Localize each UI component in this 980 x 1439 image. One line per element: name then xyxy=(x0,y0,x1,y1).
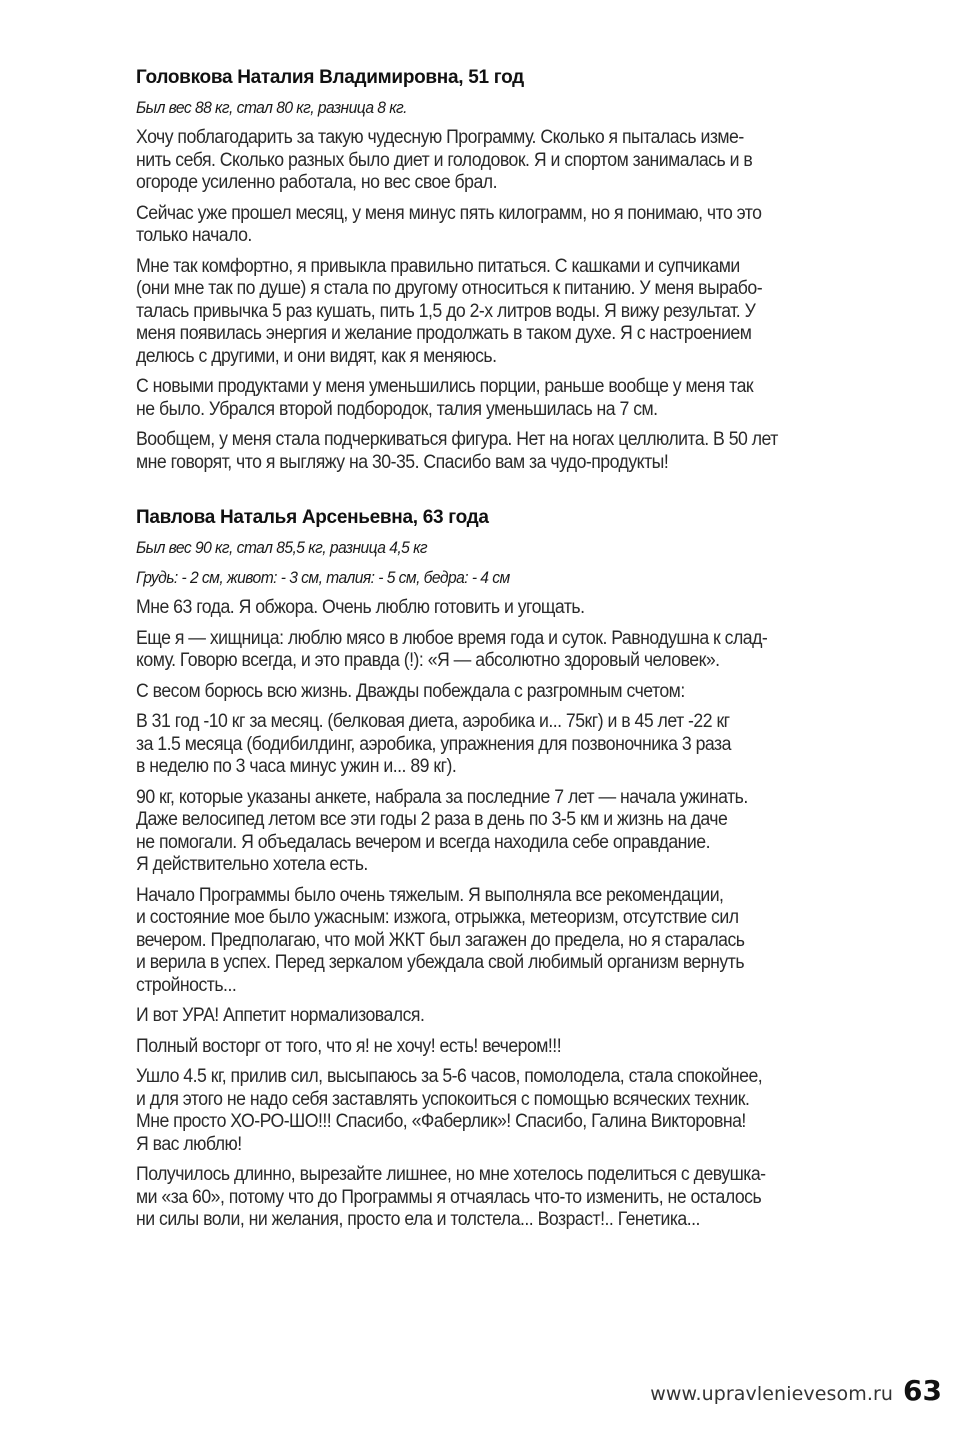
text-line: Мне так комфортно, я привыкла правильно питаться. С кашками и супчиками xyxy=(136,255,740,277)
paragraph xyxy=(136,787,908,877)
testimonial-golovkova xyxy=(136,66,906,474)
text-line: Сейчас уже прошел месяц, у меня минус пять килограмм, но я понимаю, что это xyxy=(136,202,762,224)
testimonial-pavlova xyxy=(136,506,906,1232)
text-line: Полный восторг от того, что я! не хочу! есть! вечером!!! xyxy=(136,1035,562,1057)
text-line: (они мне так по душе) я стала по другому относиться к питанию. У меня вырабо- xyxy=(136,278,763,299)
paragraph xyxy=(136,127,908,195)
paragraph xyxy=(136,711,908,779)
text-line: талась привычка 5 раз кушать, пить 1,5 до 2-х литров воды. Я вижу результат. У xyxy=(136,300,756,322)
text-line: кому. Говорю всегда, и это правда (!): «Я — абсолютно здоровый человек». xyxy=(136,650,720,671)
text-line: нить себя. Сколько разных было диет и голодовок. Я и спортом занималась и в xyxy=(136,149,753,171)
text-line: Ушло 4.5 кг, прилив сил, высыпаюсь за 5-6 часов, помолодела, стала спокойнее, xyxy=(136,1066,763,1087)
text-line: и для этого не надо себя заставлять успокоиться с помощью всяческих техник. xyxy=(136,1088,750,1110)
text-line: делюсь с другими, и они видят, как я меняюсь. xyxy=(136,345,497,367)
text-line: и верила в успех. Перед зеркалом убеждала свой любимый организм вернуть xyxy=(136,952,745,973)
website-url: www.upravlenievesom.ru xyxy=(650,1383,894,1405)
text-line: Хочу поблагодарить за такую чудесную Программу. Сколько я пыталась изме- xyxy=(136,127,744,148)
text-line: Я действительно хотела есть. xyxy=(136,854,368,875)
text-line: огороде усиленно работала, но вес свое брал. xyxy=(136,172,497,193)
paragraph xyxy=(136,256,908,369)
text-line: Я вас люблю! xyxy=(136,1133,242,1155)
text-line: Еще я — хищница: люблю мясо в любое время года и суток. Равнодушна к слад- xyxy=(136,627,768,649)
testimonial-name: Павлова Наталья Арсеньевна, 63 года xyxy=(136,507,489,528)
text-line: в неделю по 3 часа минус ужин и... 89 кг). xyxy=(136,756,457,777)
text-line: ми «за 60», потому что до Программы я отчаялась что-то изменить, не осталось xyxy=(136,1186,762,1208)
paragraph xyxy=(136,885,908,998)
text-line: и состояние мое было ужасным: изжога, отрыжка, метеоризм, отсутствие сил xyxy=(136,907,739,928)
text-line: не помогали. Я объедалась вечером и всегда находила себе оправдание. xyxy=(136,831,710,853)
text-line: Вообщем, у меня стала подчеркиваться фигура. Нет на ногах целлюлита. В 50 лет xyxy=(136,429,778,450)
testimonial-weight-stats: Был вес 88 кг, стал 80 кг, разница 8 кг. xyxy=(136,98,407,117)
text-line: 90 кг, которые указаны анкете, набрала за последние 7 лет — начала ужинать. xyxy=(136,786,748,808)
text-line: С весом борюсь всю жизнь. Дважды побеждала с разгромным счетом: xyxy=(136,680,685,702)
paragraph xyxy=(136,1164,908,1232)
text-line: за 1.5 месяца (бодибилдинг, аэробика, упражнения для позвоночника 3 раза xyxy=(136,733,731,755)
page-number: 63 xyxy=(903,1374,942,1407)
paragraph xyxy=(136,203,908,248)
paragraph xyxy=(136,1005,908,1028)
testimonial-body-measurements: Грудь: - 2 см, живот: - 3 см, талия: - 5 см, бедра: - 4 см xyxy=(136,568,510,587)
text-line: вечером. Предполагаю, что мой ЖКТ был загажен до предела, но я старалась xyxy=(136,929,745,951)
text-line: меня появилась энергия и желание продолжать в таком духе. Я с настроением xyxy=(136,323,752,344)
testimonial-weight-stats: Был вес 90 кг, стал 85,5 кг, разница 4,5 кг xyxy=(136,538,428,557)
paragraph xyxy=(136,429,908,474)
paragraph xyxy=(136,597,908,620)
text-line: ни силы воли, ни желания, просто ела и толстела... Возраст!.. Генетика... xyxy=(136,1209,700,1230)
paragraph xyxy=(136,1036,908,1059)
text-line: И вот УРА! Аппетит нормализовался. xyxy=(136,1005,425,1026)
text-line: В 31 год -10 кг за месяц. (белковая диета, аэробика и... 75кг) и в 45 лет -22 кг xyxy=(136,711,730,732)
text-line: Мне просто ХО-РО-ШО!!! Спасибо, «Фаберлик»! Спасибо, Галина Викторовна! xyxy=(136,1111,746,1132)
page-content xyxy=(136,66,906,1240)
text-line: Начало Программы было очень тяжелым. Я выполняла все рекомендации, xyxy=(136,884,724,906)
text-line: Мне 63 года. Я обжора. Очень люблю готовить и угощать. xyxy=(136,597,585,618)
paragraph xyxy=(136,628,908,673)
text-line: не было. Убрался второй подбородок, талия уменьшилась на 7 см. xyxy=(136,398,658,420)
page-footer xyxy=(650,1374,942,1407)
text-line: стройность... xyxy=(136,974,237,996)
paragraph xyxy=(136,1066,908,1156)
text-line: только начало. xyxy=(136,225,252,246)
text-line: С новыми продуктами у меня уменьшились порции, раньше вообще у меня так xyxy=(136,376,754,397)
testimonial-name: Головкова Наталия Владимировна, 51 год xyxy=(136,67,524,88)
paragraph xyxy=(136,681,908,704)
text-line: Получилось длинно, вырезайте лишнее, но мне хотелось поделиться с девушка- xyxy=(136,1164,766,1185)
text-line: Даже велосипед летом все эти годы 2 раза в день по 3-5 км и жизнь на даче xyxy=(136,809,728,830)
paragraph xyxy=(136,376,908,421)
text-line: мне говорят, что я выгляжу на 30-35. Спасибо вам за чудо-продукты! xyxy=(136,451,669,473)
